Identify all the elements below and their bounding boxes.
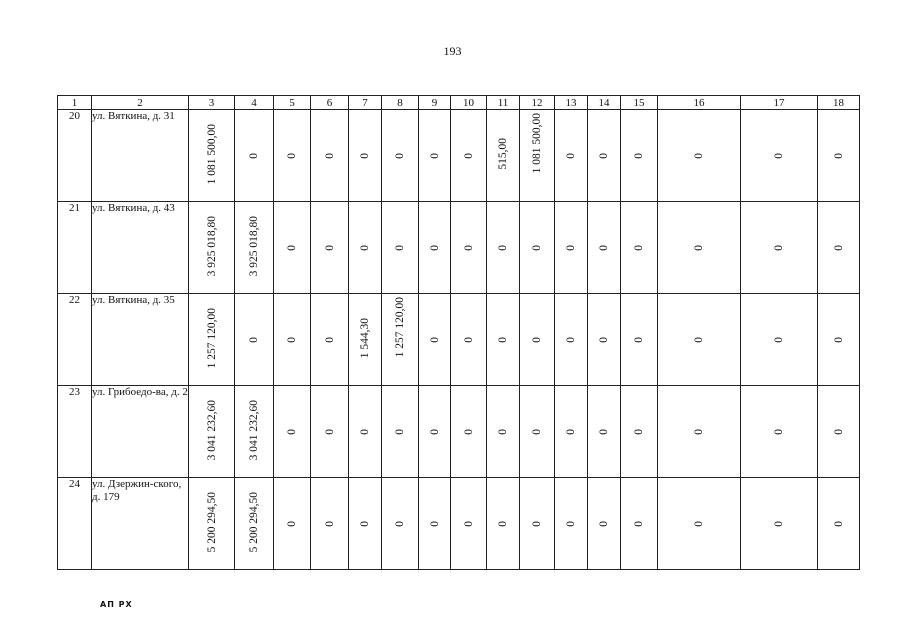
value-cell: 0 xyxy=(588,110,621,202)
value-cell: 0 xyxy=(419,478,451,570)
column-header: 10 xyxy=(451,96,487,110)
row-number: 24 xyxy=(58,478,92,570)
column-header: 18 xyxy=(818,96,860,110)
value-cell: 0 xyxy=(349,202,382,294)
value-cell: 0 xyxy=(658,202,741,294)
value-cell: 0 xyxy=(311,294,349,386)
value-cell: 0 xyxy=(741,202,818,294)
row-address: ул. Вяткина, д. 35 xyxy=(92,294,189,386)
column-number-row xyxy=(58,96,860,110)
value-cell: 0 xyxy=(382,202,419,294)
column-header: 13 xyxy=(555,96,588,110)
value-cell: 1 544,30 xyxy=(349,294,382,386)
value-cell: 0 xyxy=(235,294,274,386)
value-cell: 1 081 500,00 xyxy=(189,110,235,202)
value-cell: 0 xyxy=(382,110,419,202)
value-cell: 0 xyxy=(658,478,741,570)
value-cell: 0 xyxy=(451,478,487,570)
value-cell: 0 xyxy=(274,478,311,570)
value-cell: 0 xyxy=(741,294,818,386)
value-cell: 0 xyxy=(588,386,621,478)
value-cell: 0 xyxy=(818,294,860,386)
value-cell: 0 xyxy=(451,294,487,386)
value-cell: 0 xyxy=(658,386,741,478)
table-row xyxy=(58,202,860,294)
value-cell: 0 xyxy=(349,386,382,478)
row-address: ул. Дзержин-ского, д. 179 xyxy=(92,478,189,570)
value-cell: 0 xyxy=(555,478,588,570)
value-cell: 5 200 294,50 xyxy=(189,478,235,570)
register-table xyxy=(57,95,860,570)
column-header: 12 xyxy=(520,96,555,110)
value-cell: 0 xyxy=(451,110,487,202)
value-cell: 1 257 120,00 xyxy=(189,294,235,386)
value-cell: 0 xyxy=(588,478,621,570)
value-cell: 0 xyxy=(621,110,658,202)
value-cell: 0 xyxy=(588,202,621,294)
value-cell: 0 xyxy=(382,386,419,478)
value-cell: 0 xyxy=(741,478,818,570)
column-header: 14 xyxy=(588,96,621,110)
value-cell: 0 xyxy=(349,478,382,570)
value-cell: 0 xyxy=(658,110,741,202)
value-cell: 3 925 018,80 xyxy=(189,202,235,294)
value-cell: 0 xyxy=(419,202,451,294)
value-cell: 0 xyxy=(419,110,451,202)
value-cell: 0 xyxy=(520,294,555,386)
column-header: 8 xyxy=(382,96,419,110)
value-cell: 0 xyxy=(555,294,588,386)
value-cell: 0 xyxy=(621,478,658,570)
table-row xyxy=(58,478,860,570)
column-header: 15 xyxy=(621,96,658,110)
row-address: ул. Вяткина, д. 31 xyxy=(92,110,189,202)
value-cell: 0 xyxy=(487,478,520,570)
value-cell: 0 xyxy=(741,110,818,202)
value-cell: 3 041 232,60 xyxy=(189,386,235,478)
value-cell: 0 xyxy=(311,110,349,202)
value-cell: 0 xyxy=(274,202,311,294)
column-header: 5 xyxy=(274,96,311,110)
value-cell: 0 xyxy=(274,110,311,202)
value-cell: 0 xyxy=(818,478,860,570)
column-header: 9 xyxy=(419,96,451,110)
value-cell: 0 xyxy=(274,386,311,478)
value-cell: 1 257 120,00 xyxy=(382,294,419,386)
value-cell: 0 xyxy=(451,202,487,294)
value-cell: 0 xyxy=(621,386,658,478)
value-cell: 0 xyxy=(818,386,860,478)
value-cell: 0 xyxy=(311,202,349,294)
value-cell: 0 xyxy=(658,294,741,386)
table-row xyxy=(58,294,860,386)
value-cell: 5 200 294,50 xyxy=(235,478,274,570)
column-header: 17 xyxy=(741,96,818,110)
footer-stamp: АП РХ xyxy=(100,600,133,609)
page-number: 193 xyxy=(443,44,462,58)
row-number: 21 xyxy=(58,202,92,294)
value-cell: 0 xyxy=(311,478,349,570)
value-cell: 0 xyxy=(311,386,349,478)
column-header: 3 xyxy=(189,96,235,110)
value-cell: 0 xyxy=(274,294,311,386)
value-cell: 0 xyxy=(621,202,658,294)
row-address: ул. Грибоедо-ва, д. 2 xyxy=(92,386,189,478)
row-number: 22 xyxy=(58,294,92,386)
value-cell: 0 xyxy=(555,386,588,478)
value-cell: 0 xyxy=(555,202,588,294)
column-header: 11 xyxy=(487,96,520,110)
table-row xyxy=(58,110,860,202)
value-cell: 0 xyxy=(382,478,419,570)
column-header: 4 xyxy=(235,96,274,110)
row-number: 23 xyxy=(58,386,92,478)
row-number: 20 xyxy=(58,110,92,202)
column-header: 1 xyxy=(58,96,92,110)
value-cell: 3 041 232,60 xyxy=(235,386,274,478)
value-cell: 0 xyxy=(419,294,451,386)
value-cell: 0 xyxy=(487,294,520,386)
value-cell: 0 xyxy=(520,386,555,478)
value-cell: 1 081 500,00 xyxy=(520,110,555,202)
value-cell: 0 xyxy=(235,110,274,202)
value-cell: 0 xyxy=(451,386,487,478)
value-cell: 0 xyxy=(487,202,520,294)
value-cell: 515,00 xyxy=(487,110,520,202)
value-cell: 0 xyxy=(487,386,520,478)
value-cell: 0 xyxy=(621,294,658,386)
column-header: 7 xyxy=(349,96,382,110)
value-cell: 0 xyxy=(520,478,555,570)
value-cell: 0 xyxy=(741,386,818,478)
value-cell: 0 xyxy=(818,202,860,294)
column-header: 16 xyxy=(658,96,741,110)
value-cell: 0 xyxy=(555,110,588,202)
column-header: 2 xyxy=(92,96,189,110)
value-cell: 0 xyxy=(818,110,860,202)
value-cell: 0 xyxy=(419,386,451,478)
value-cell: 0 xyxy=(588,294,621,386)
value-cell: 0 xyxy=(349,110,382,202)
table-row xyxy=(58,386,860,478)
value-cell: 3 925 018,80 xyxy=(235,202,274,294)
value-cell: 0 xyxy=(520,202,555,294)
column-header: 6 xyxy=(311,96,349,110)
row-address: ул. Вяткина, д. 43 xyxy=(92,202,189,294)
